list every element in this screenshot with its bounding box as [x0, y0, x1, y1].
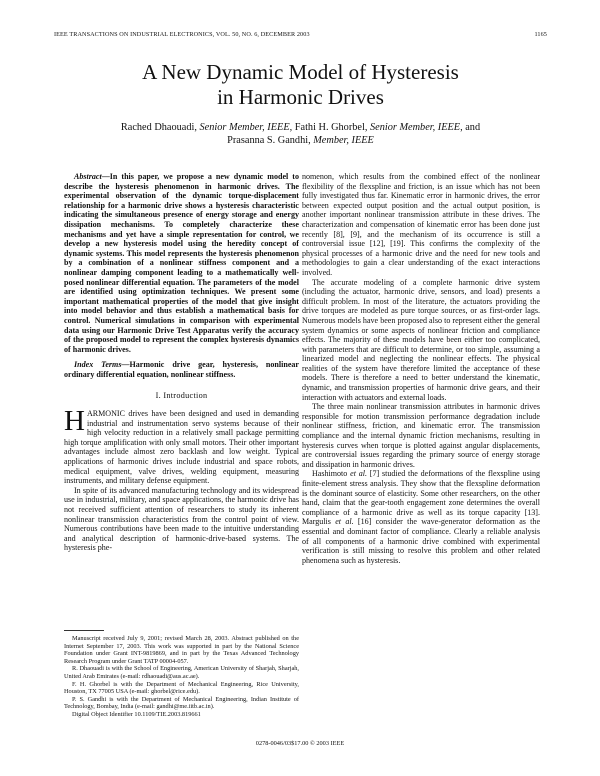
drop-cap: H	[64, 405, 85, 438]
authors-line-1	[54, 121, 547, 134]
section-heading: I. Introduction	[155, 391, 208, 401]
paragraph-text: Hashimoto	[312, 469, 348, 479]
author-conjunction: and	[465, 122, 481, 133]
footnote: Manuscript received July 9, 2001; revised March 28, 2003. Abstract published on the Internet September 17, 2003. This work was supported in part by the National Science Foundation under Grant INT-9819869, and in part by the Texas Advanced Technology Research Program under Grant TATP 00004-057.	[64, 635, 299, 665]
footnotes	[64, 630, 299, 719]
authors-line-2	[54, 134, 547, 147]
author-role: Senior Member, IEEE,	[370, 122, 463, 133]
index-terms-lead: Index Terms—	[74, 360, 130, 370]
author-role: Senior Member, IEEE,	[199, 122, 293, 133]
footnote: R. Dhaouadi is with the School of Engineering, American University of Sharjah, Sharjah, United Arab Emirates (e-mail: rdhaouadi@aus.ac.ae).	[64, 665, 299, 680]
paragraph: The accurate modeling of a complete harmonic drive system (including the actuator, harmonic drive, sensors, and load) presents a difficult problem. In most of the literature, the actuators providing the drive torques are modeled as pure torque sources, or as first-order lags. Numerous models have been proposed also to represent either the general system dynamics or some aspects of nonlinear friction and compliance effects. The majority of these models have been either too complicated, with parameters that are difficult to determine, or too simple, assuming a linearized model and neglecting the nonlinear effects. The physical realities of the system have therefore limited the acceptance of these models. There is therefore a need to better understand the kinematic, dynamic, and transmission properties of harmonic drive gears, and their interaction with actuators and external loads.	[302, 277, 540, 402]
page-number: 1165	[534, 31, 547, 38]
footnote-rule	[64, 630, 104, 631]
copyright-footer: 0278-0046/03$17.00 © 2003 IEEE	[255, 740, 345, 747]
title-line-1: A New Dynamic Model of Hysteresis	[142, 60, 459, 84]
footnote: F. H. Ghorbel is with the Department of Mechanical Engineering, Rice University, Houston, TX 77005 USA (e-mail: ghorbel@rice.edu).	[64, 680, 299, 696]
paragraph-text: ARMONIC drives have been designed and used in demanding industrial and instrumentation servo systems because of their high velocity reduction in a relatively small package permitting high torque amplification with only small motors. Their other important advantages include almost zero backlash and low weight. Typical applications of harmonic drives include industrial and space robots, medical equipment, valve drives, welding equipment, measuring instruments, and military defense equipment.	[64, 409, 299, 486]
paper-title	[54, 60, 547, 110]
paragraph-italic: et al.	[335, 517, 354, 527]
author-name: Rached Dhaouadi,	[120, 122, 197, 133]
index-terms-text: Harmonic drive gear, hysteresis, nonlinear ordinary differential equation, nonlinear stiffness.	[64, 360, 299, 379]
paragraph: In spite of its advanced manufacturing technology and its widespread use in industrial, military, and space applications, the harmonic drive has not received sufficient attention of researchers to study its inherent nonlinear transmission characteristics from the control point of view. Numerous contributions have been made to the intuitive understanding and analytical description of harmonic-drive-based systems. The hysteresis phe-	[64, 485, 299, 553]
section-body	[64, 405, 299, 553]
footnote: Digital Object Identifier 10.1109/TIE.2003.819661	[72, 710, 201, 718]
left-column	[64, 172, 299, 553]
author-list	[54, 121, 547, 147]
paragraph	[302, 469, 540, 565]
running-header	[54, 31, 547, 41]
paragraph: nomenon, which results from the combined effect of the nonlinear flexibility of the flexspline and friction, is an issue which has not been fully investigated thus far. Kinematic error in harmonic drives, the error between expected output position and the actual output position, is another important nonlinear transmission attribute in these drives. The characterization and compensation of kinematic error has been done just recently [8], [9], and the mechanism of its occurrence is still a controversial issue [12], [19]. This confirms the complexity of the physical processes of a harmonic drive and the need for new tools and methodologies to gain a clear understanding of the exact interactions involved.	[302, 172, 540, 277]
author-role: Member, IEEE	[313, 135, 374, 146]
abstract	[64, 172, 299, 354]
footnote: P. S. Gandhi is with the Department of Mechanical Engineering, Indian Institute of Technology, Bombay, India (e-mail: gandhi@me.iitb.ac.in).	[64, 695, 299, 711]
journal-header: IEEE TRANSACTIONS ON INDUSTRIAL ELECTRONICS, VOL. 50, NO. 6, DECEMBER 2003	[54, 31, 310, 38]
abstract-text: In this paper, we propose a new dynamic model to describe the hysteresis phenomenon in harmonic drives. The experimental observation of the dynamic torque-displacement relationship for a harmonic drive shows a hysteresis characteristic indicating the simultaneous presence of energy storage and energy dissipation mechanisms. To completely characterize these mechanisms and yet have a simple representation for control, we develop a new hysteresis model using the heredity concept of dynamic systems. This model represents the hysteresis phenomenon by a combination of a nonlinear stiffness component and a nonlinear damping component leading to a mathematically well-posed nonlinear differential equation. The parameters of the model are identified using optimization techniques. We present some important mathematical properties of the model that give insight into model behavior and thus establish a mathematical basis for control. Numerical simulations in comparison with experimental data using our Harmonic Drive Test Apparatus verify the accuracy of the proposed model to represent the complex hysteresis dynamics of harmonic drives.	[64, 172, 299, 354]
abstract-lead: Abstract—	[74, 172, 110, 181]
paragraph-text: [7] studied the deformations of the flexspline using finite-element stress analysis. They show that the flexspline deformation is the dominant source of elasticity. Some other researchers, on the other hand, claim that the gear-tooth engagement zone determines the overall compliance of a harmonic drive as well as its torque capacity [13]. Margulis	[302, 469, 540, 527]
author-name: Fathi H. Ghorbel,	[294, 122, 368, 133]
paragraph-italic: et al.	[350, 469, 367, 479]
index-terms	[64, 360, 299, 379]
author-name: Prasanna S. Gandhi,	[227, 135, 311, 146]
title-line-2: in Harmonic Drives	[217, 85, 384, 109]
right-column	[302, 172, 540, 565]
paragraph	[64, 405, 299, 486]
paragraph-text: [16] consider the wave-generator deformation as the essential and dominant factor of compliance. Clearly a reliable analysis of all components of a harmonic drive combined with experimental verification is still missing to resolve this problem and other related phenomena such as hysteresis.	[302, 517, 541, 565]
paragraph: The three main nonlinear transmission attributes in harmonic drives responsible for motion transmission performance degradation include nonlinear stiffness, friction, and kinematic error. The transmission compliance and the internal dynamic friction mechanisms, resulting in hysteresis curves when torque is plotted against angular displacements, are controversial issues regarding the primary source of energy storage and dissipation in harmonic drives.	[302, 402, 540, 469]
